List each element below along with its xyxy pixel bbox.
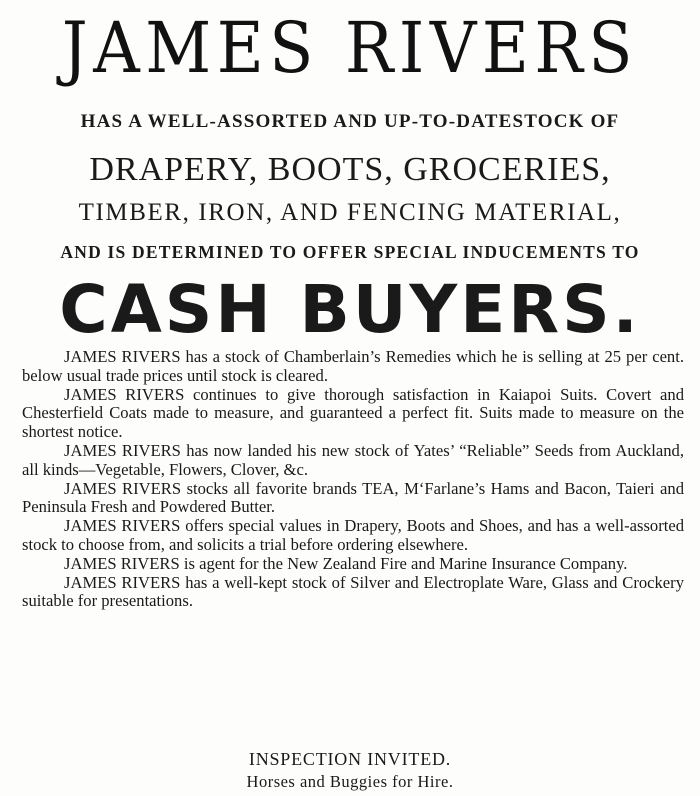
paragraph-insurance: JAMES RIVERS is agent for the New Zealand Fire and Marine Insurance Company. bbox=[64, 553, 628, 573]
advert-headline: CASH BUYERS. bbox=[59, 271, 641, 348]
advert-title: JAMES RIVERS bbox=[61, 7, 639, 89]
paragraph-tea: JAMES RIVERS stocks all favorite brands TEA, M‘Farlane’s Hams and Bacon, Taieri and Peninsula Fresh and Powdered Butter. bbox=[22, 478, 684, 517]
advert-goods-line-2: TIMBER, IRON, AND FENCING MATERIAL, bbox=[78, 199, 622, 226]
paragraph-seeds: JAMES RIVERS has now landed his new stock of Yates’ “Reliable” Seeds from Auckland, all kinds—Vegetable, Flowers, Clover, &c. bbox=[22, 440, 684, 479]
advert-intro-line: HAS A WELL-ASSORTED AND UP-TO-DATESTOCK OF bbox=[80, 111, 620, 132]
horses-buggies-line: Horses and Buggies for Hire. bbox=[246, 772, 454, 791]
paragraph-suits: JAMES RIVERS continues to give thorough satisfaction in Kaiapoi Suits. Covert and Chesterfield Coats made to measure, and guaranteed a perfect fit. Suits made to measure on the shortest notice. bbox=[22, 384, 684, 442]
advert-goods-line-1: DRAPERY, BOOTS, GROCERIES, bbox=[89, 151, 611, 188]
paragraph-drapery: JAMES RIVERS offers special values in Drapery, Boots and Shoes, and has a well-assorted stock to choose from, and solicits a trial before ordering elsewhere. bbox=[22, 516, 684, 554]
advert-offer-line: AND IS DETERMINED TO OFFER SPECIAL INDUCEMENTS TO bbox=[60, 242, 640, 262]
inspection-invited: INSPECTION INVITED. bbox=[248, 749, 452, 769]
advert-body bbox=[22, 348, 684, 611]
paragraph-silver: JAMES RIVERS has a well-kept stock of Silver and Electroplate Ware, Glass and Crockery suitable for presentations. bbox=[22, 572, 684, 611]
paragraph-remedies: JAMES RIVERS has a stock of Chamberlain’s Remedies which he is selling at 25 per cent. below usual trade prices until stock is cleared. bbox=[22, 347, 684, 385]
